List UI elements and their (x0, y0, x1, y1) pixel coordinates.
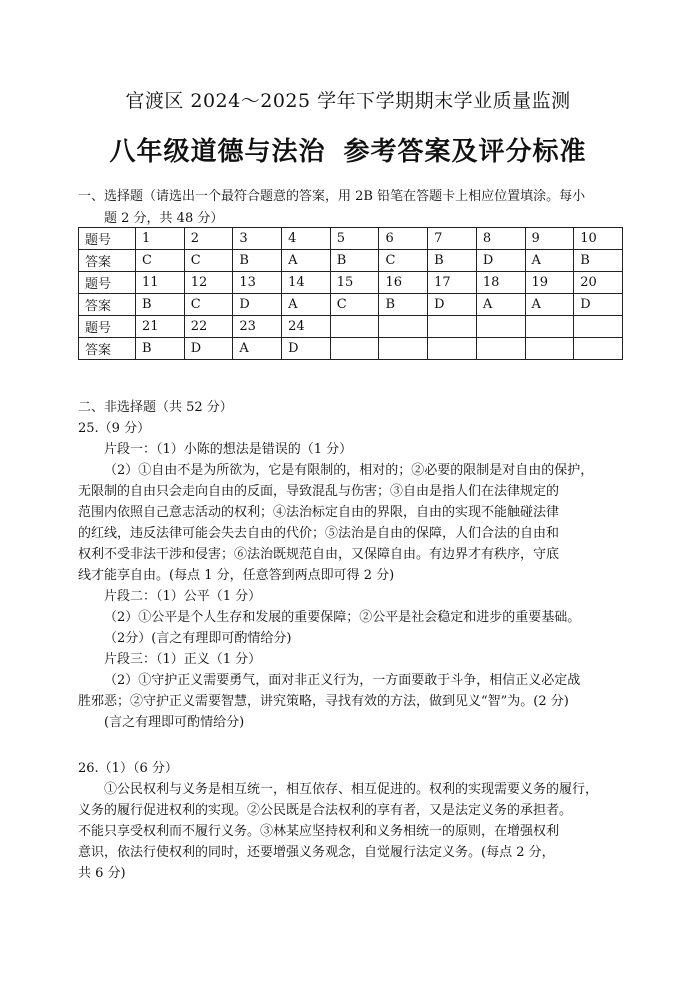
exam-title: 官渡区 2024～2025 学年下学期期末学业质量监测 (125, 90, 571, 112)
table-cell: 22 (184, 316, 233, 338)
q26-line: ①公民权利与义务是相互统一，相互依存、相互促进的。权利的实现需要义务的履行， (104, 782, 599, 797)
q25-label: 25.（9 分） (78, 421, 151, 436)
q25-seg3-line: 胜邪恶；②守护正义需要智慧，讲究策略，寻找有效的方法，做到见义“智”为。(2 分) (78, 694, 569, 709)
q25-seg1-line: 无限制的自由只会走向自由的反面，导致混乱与伤害；③自由是指人们在法律规定的 (78, 484, 560, 499)
table-cell: C (184, 250, 233, 272)
table-cell: 11 (136, 272, 185, 294)
q25-seg1-line: 的红线，违反法律可能会失去自由的代价；⑤法治是自由的保障，人们合法的自由和 (78, 526, 560, 541)
table-cell: 13 (233, 272, 282, 294)
answer-table (78, 227, 623, 360)
q26-line: 意识，依法行使权利的同时，还要增强义务观念，自觉履行法定义务。(每点 2 分， (78, 845, 555, 860)
table-cell: B (379, 294, 428, 316)
table-cell: C (136, 250, 185, 272)
table-cell: 18 (476, 272, 525, 294)
table-cell: A (525, 294, 574, 316)
table-cell: 20 (574, 272, 623, 294)
q25-seg1-line: （2）①自由不是为所欲为，它是有限制的，相对的；②必要的限制是对自由的保护， (104, 463, 594, 478)
section1-heading-line2: 题 2 分，共 48 分） (104, 211, 224, 226)
table-cell: 5 (330, 228, 379, 250)
row-header-cell: 题号 (79, 316, 136, 338)
table-cell: 1 (136, 228, 185, 250)
subject-title: 八年级道德与法治 (109, 137, 326, 167)
table-cell: C (184, 294, 233, 316)
row-header-cell: 题号 (79, 228, 136, 250)
q26-line: 不能只享受权利而不履行义务。③林某应坚持权利和义务相统一的原则，在增强权利 (78, 824, 560, 839)
answer-key-title: 参考答案及评分标准 (343, 137, 587, 167)
table-cell: D (476, 250, 525, 272)
table-cell: A (476, 294, 525, 316)
table-cell (379, 316, 428, 338)
table-row (79, 338, 623, 360)
table-cell (525, 316, 574, 338)
table-cell (330, 316, 379, 338)
row-header-cell: 答案 (79, 250, 136, 272)
table-cell (476, 316, 525, 338)
table-cell: 4 (282, 228, 331, 250)
table-cell: A (282, 250, 331, 272)
q26 (78, 758, 638, 884)
table-cell (574, 316, 623, 338)
table-cell: 8 (476, 228, 525, 250)
table-cell: B (574, 250, 623, 272)
q25-seg1-line: 线才能享自由。(每点 1 分，任意答到两点即可得 2 分) (78, 568, 395, 583)
table-cell: D (428, 294, 477, 316)
table-cell (525, 338, 574, 360)
q25-seg1-line: 范围内依照自己意志活动的权利；④法治标定自由的界限，自由的实现不能触碰法律 (78, 505, 560, 520)
row-header-cell: 答案 (79, 294, 136, 316)
table-cell: B (428, 250, 477, 272)
table-cell: 6 (379, 228, 428, 250)
table-cell (574, 338, 623, 360)
section2-heading: 二、非选择题（共 52 分） (78, 400, 233, 415)
q25-seg3-line: （2）①守护正义需要勇气，面对非正义行为，一方面要敢于斗争，相信正义必定战 (104, 673, 581, 688)
table-cell: A (282, 294, 331, 316)
table-cell: 24 (282, 316, 331, 338)
document-subtitle (0, 131, 696, 168)
q26-line: 共 6 分) (78, 866, 126, 881)
table-cell (379, 338, 428, 360)
q25-seg1-head: 片段一：（1）小陈的想法是错误的（1 分） (104, 442, 353, 457)
table-row (79, 250, 623, 272)
table-cell: 23 (233, 316, 282, 338)
row-header-cell: 答案 (79, 338, 136, 360)
table-cell: 2 (184, 228, 233, 250)
table-row (79, 316, 623, 338)
table-cell: 15 (330, 272, 379, 294)
q26-label: 26.（1）（6 分） (78, 761, 178, 776)
section1-heading (78, 186, 638, 230)
table-cell: D (574, 294, 623, 316)
q25-seg3-line: (言之有理即可酌情给分) (104, 715, 245, 730)
table-row (79, 228, 623, 250)
table-cell: 14 (282, 272, 331, 294)
table-cell: B (136, 338, 185, 360)
table-cell: A (233, 338, 282, 360)
table-cell (330, 338, 379, 360)
table-cell: B (330, 250, 379, 272)
q25-seg2-line: （2）①公平是个人生存和发展的重要保障；②公平是社会稳定和进步的重要基础。 (104, 610, 581, 625)
table-cell: 9 (525, 228, 574, 250)
table-cell: D (282, 338, 331, 360)
table-cell: B (136, 294, 185, 316)
table-cell: C (330, 294, 379, 316)
table-cell: 7 (428, 228, 477, 250)
row-header-cell: 题号 (79, 272, 136, 294)
table-row (79, 272, 623, 294)
q25-seg2-line: （2分）(言之有理即可酌情给分) (104, 631, 292, 646)
table-cell: 3 (233, 228, 282, 250)
section1-heading-line1: 一、选择题（请选出一个最符合题意的答案，用 2B 铅笔在答题卡上相应位置填涂。每小 (78, 189, 586, 204)
table-cell: 10 (574, 228, 623, 250)
table-cell: A (525, 250, 574, 272)
table-cell: D (184, 338, 233, 360)
q25-seg1-line: 权利不受非法干涉和侵害；⑥法治既规范自由，又保障自由。有边界才有秩序，守底 (78, 547, 560, 562)
table-cell (428, 316, 477, 338)
table-cell: 12 (184, 272, 233, 294)
q25-seg2-head: 片段二：（1）公平（1 分） (104, 589, 262, 604)
table-cell: 17 (428, 272, 477, 294)
q25-seg3-head: 片段三：（1）正义（1 分） (104, 652, 262, 667)
table-cell (428, 338, 477, 360)
section2 (78, 397, 638, 733)
table-row (79, 294, 623, 316)
table-cell (476, 338, 525, 360)
table-cell: D (233, 294, 282, 316)
q26-line: 义务的履行促进权利的实现。②公民既是合法权利的享有者，又是法定义务的承担者。 (78, 803, 573, 818)
table-cell: C (379, 250, 428, 272)
table-cell: B (233, 250, 282, 272)
table-cell: 21 (136, 316, 185, 338)
table-cell: 19 (525, 272, 574, 294)
table-cell: 16 (379, 272, 428, 294)
